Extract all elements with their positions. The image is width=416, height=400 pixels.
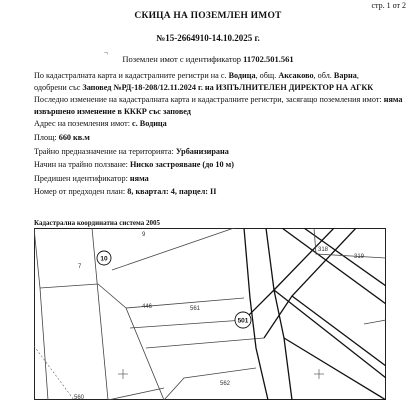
boundary-line xyxy=(164,368,256,400)
page-number: стр. 1 от 2 xyxy=(371,1,406,10)
info-line-approval: одобрени със Заповед №РД-18-208/12.11.2024 г. на ИЗПЪЛНИТЕЛЕН ДИРЕКТОР НА АГКК xyxy=(34,82,374,92)
info-line-cadastre: По кадастралната карта и кадастралните регистри на с. Водица, общ. Аксаково, обл. Варна, xyxy=(34,71,359,80)
info-line-area: Площ: 660 кв.м xyxy=(34,132,90,142)
info-line-purpose: Трайно предназначение на територията: Урбанизирана xyxy=(34,146,229,156)
info-line-last-change: Последно изменение на кадастралната карта и кадастралните регистри, засягащо поземления имот: няма извършено изменение в КККР със заповед xyxy=(34,95,403,116)
info-line-usage: Начин на трайно ползване: Ниско застрояване (до 10 м) xyxy=(34,160,234,170)
area-value: 660 кв.м xyxy=(58,132,90,142)
road-edge xyxy=(264,228,356,338)
boundary-line xyxy=(34,228,48,400)
subtitle-prefix: Поземлен имот с идентификатор xyxy=(122,54,244,64)
parcel-label: 7 xyxy=(78,264,82,270)
info-line-address: Адрес на поземления имот: с. Водица xyxy=(34,119,167,129)
svg-text:10: 10 xyxy=(100,255,108,263)
parcel-label: 446 xyxy=(142,304,153,310)
previous-plan-value: 8, квартал: 4, парцел: II xyxy=(127,187,217,197)
info-line-previous-plan: Номер от предходен план: 8, квартал: 4, парцел: II xyxy=(34,187,217,197)
document-title: СКИЦА НА ПОЗЕМЛЕН ИМОТ xyxy=(134,11,282,21)
boundary-line xyxy=(364,320,386,324)
approval-order: Заповед №РД-18-208/12.11.2024 г. на ИЗПЪЛНИТЕЛЕН ДИРЕКТОР НА АГКК xyxy=(82,82,374,92)
map-caption: Кадастрална координатна система 2005 xyxy=(34,219,160,227)
dashed-line xyxy=(34,346,74,400)
road-edge xyxy=(284,338,386,400)
document-number: №15-2664910-14.10.2025 г. xyxy=(156,33,260,43)
municipality-name: Аксаково xyxy=(278,71,314,80)
boundary-line xyxy=(108,388,164,400)
parcel-label: 562 xyxy=(220,381,231,387)
boundary-line xyxy=(130,320,244,328)
parcel-label: 319 xyxy=(354,254,365,260)
parcel-label: 9 xyxy=(142,232,146,238)
info-line-previous-id: Предишен идентификатор: няма xyxy=(34,173,149,183)
road-edge xyxy=(292,296,386,366)
boundary-line xyxy=(98,284,164,400)
boundary-line xyxy=(146,338,264,348)
parcel-label: 561 xyxy=(190,306,201,312)
parcel-label: 318 xyxy=(318,247,329,253)
road-edge xyxy=(266,228,292,400)
tick-mark: ¬ xyxy=(104,49,108,57)
last-change-value: няма извършено изменение в КККР със заповед xyxy=(34,95,403,116)
region-name: Варна xyxy=(333,71,357,80)
crosshair-icon xyxy=(118,369,128,379)
road-edge xyxy=(244,228,334,320)
map-border xyxy=(35,229,386,400)
boundary-line xyxy=(40,284,98,288)
usage-value: Ниско застрояване (до 10 м) xyxy=(129,160,234,170)
circled-parcel-10 xyxy=(97,251,111,265)
property-info xyxy=(34,70,404,198)
boundary-line xyxy=(112,228,234,270)
address-value: с. Водица xyxy=(132,119,167,129)
subtitle xyxy=(0,54,416,64)
cadastral-map-svg xyxy=(34,228,386,400)
parcel-label: 560 xyxy=(74,395,85,400)
crosshair-icon xyxy=(314,369,324,379)
svg-text:501: 501 xyxy=(237,317,249,325)
purpose-value: Урбанизирана xyxy=(175,146,229,156)
road-edge xyxy=(274,290,386,378)
cadastral-map xyxy=(34,228,386,400)
circled-parcel-501 xyxy=(235,312,251,328)
identifier: 11702.501.561 xyxy=(243,54,294,64)
village-name: Водица xyxy=(228,71,256,80)
previous-id-value: няма xyxy=(129,173,149,183)
